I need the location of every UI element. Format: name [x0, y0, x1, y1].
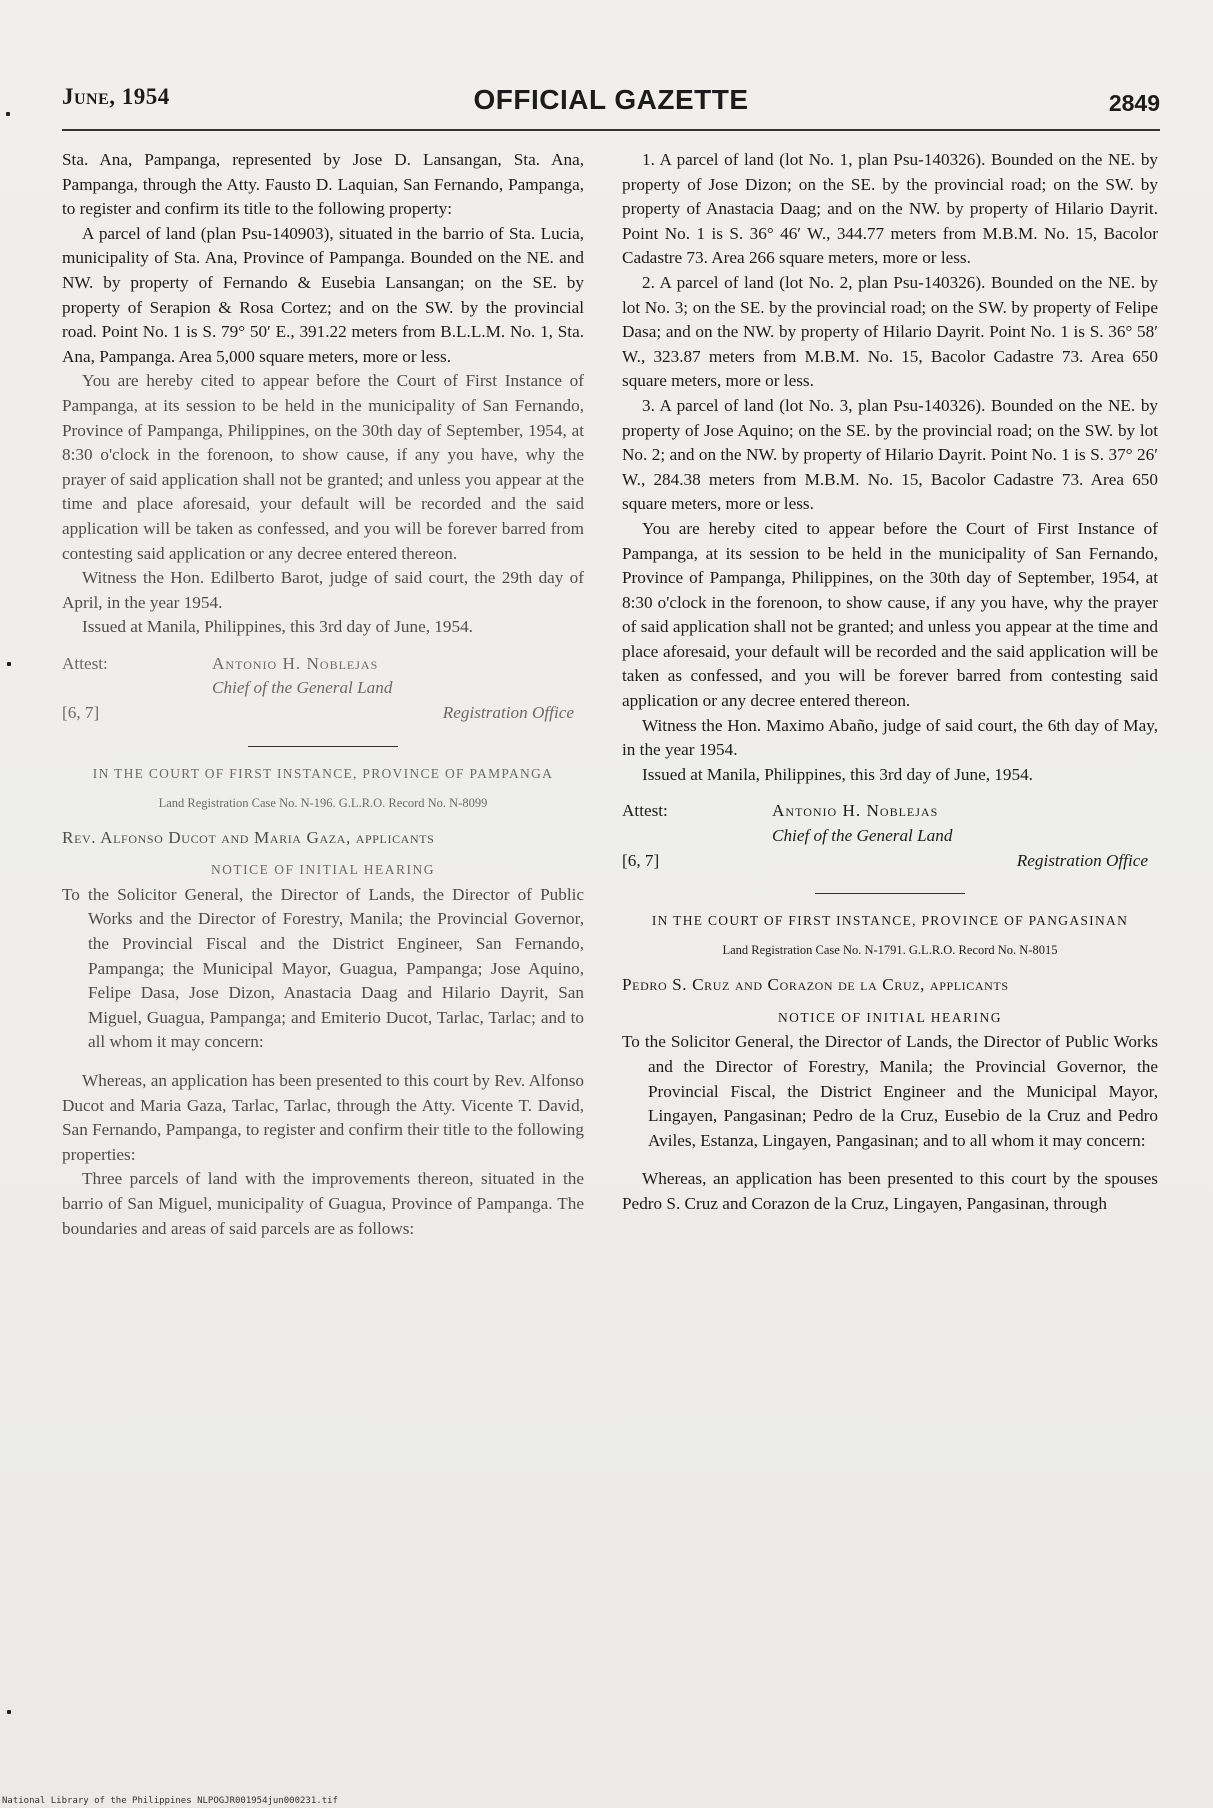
attest-name: Antonio H. Noblejas — [772, 801, 939, 821]
right-paragraph: Witness the Hon. Maximo Abaño, judge of said court, the 6th day of May, in the year 1954. — [622, 715, 1158, 760]
court-heading: IN THE COURT OF FIRST INSTANCE, PROVINCE OF PAMPANGA — [92, 765, 554, 781]
right-paragraph: Issued at Manila, Philippines, this 3rd day of June, 1954. — [642, 764, 1033, 784]
left-paragraph: You are hereby cited to appear before the Court of First Instance of Pampanga, at its session to be held in the municipality of San Fernando, Province of Pampanga, Philippines, on the 30th day of September, 1954, at 8:30 o'clock in the forenoon, to show cause, if any you have, why the prayer of said application shall not be granted; and unless you appear at the time and place aforesaid, your default will be recorded and the said application will be taken as confessed, and you will be forever barred from contesting said application or any decree entered thereon. — [62, 371, 584, 563]
scan-speck — [7, 1710, 11, 1714]
case-reference: Land Registration Case No. N-196. G.L.R.O. Record No. N-8099 — [158, 795, 488, 810]
attest-name: Antonio H. Noblejas — [212, 653, 379, 673]
left-paragraph: A parcel of land (plan Psu-140903), situated in the barrio of Sta. Lucia, municipality of Sta. Ana, Province of Pampanga. Bounded on the NE. and NW. by property of Fernando & Eusebia Lansangan; on the SE. by property of Serapion & Rosa Cortez; and on the SW. by the provincial road. Point No. 1 is S. 79° 50′ E., 391.22 meters from B.L.L.M. No. 1, Sta. Ana, Pampanga. Area 5,000 square meters, more or less. — [62, 223, 584, 366]
page-header — [62, 84, 1160, 124]
reference-number: [6, 7] — [62, 703, 100, 723]
issue-date: June, 1954 — [62, 84, 170, 109]
case-reference: Land Registration Case No. N-1791. G.L.R.O. Record No. N-8015 — [722, 943, 1058, 958]
attest-footer — [62, 701, 584, 726]
right-paragraph: 3. A parcel of land (lot No. 3, plan Psu-140326). Bounded on the NE. by property of Jose Aquino; on the SE. by the provincial road; on the SW. by lot No. 2; and on the NW. by property of Hilario Dayrit. Point No. 1 is S. 37° 26′ W., 284.38 meters from M.B.M. No. 15, Bacolor Cadastre 73. Area 650 square meters, more or less. — [622, 395, 1158, 514]
attest-title: Chief of the General Land — [212, 678, 393, 698]
right-column — [622, 148, 1158, 1217]
right-paragraph: 1. A parcel of land (lot No. 1, plan Psu-140326). Bounded on the NE. by property of Jose Dizon; on the SE. by the provincial road; on the SW. by property of Anastacia Daag; and on the NW. by property of Hilario Dayrit. Point No. 1 is S. 36° 46′ W., 344.77 meters from M.B.M. No. 15, Bacolor Cadastre 73. Area 266 square meters, more or less. — [622, 150, 1158, 268]
right-paragraph: You are hereby cited to appear before the Court of First Instance of Pampanga, at its session to be held in the municipality of San Fernando, Province of Pampanga, Philippines, on the 30th day of September, 1954, at 8:30 o'clock in the forenoon, to show cause, if any you have, why the prayer of said application shall not be granted; and unless you appear at the time and place aforesaid, your default will be recorded and the said application will be taken as confessed, and you will be forever barred from contesting said application or any decree entered thereon. — [622, 518, 1158, 711]
scan-speck — [6, 112, 10, 116]
notice-heading: NOTICE OF INITIAL HEARING — [777, 1009, 1003, 1025]
attest-office: Registration Office — [442, 703, 574, 723]
left-paragraph: Whereas, an application has been presented to this court by Rev. Alfonso Ducot and Maria Gaza, Tarlac, Tarlac, through the Atty. Vicente T. David, San Fernando, Pampanga, to register and confirm their title to the following properties: — [62, 1071, 584, 1164]
left-column — [62, 148, 584, 1241]
page-number: 2849 — [1108, 90, 1160, 116]
scan-speck — [7, 662, 11, 666]
attestation — [62, 652, 584, 677]
left-paragraph: Issued at Manila, Philippines, this 3rd day of June, 1954. — [82, 617, 473, 637]
applicants: Pedro S. Cruz and Corazon de la Cruz, applicants — [622, 975, 1009, 995]
applicants: Rev. Alfonso Ducot and Maria Gaza, applicants — [62, 827, 435, 847]
attest-office: Registration Office — [1016, 850, 1148, 870]
right-paragraph: 2. A parcel of land (lot No. 2, plan Psu-140326). Bounded on the NE. by lot No. 3; on the SE. by the provincial road; on the SW. by property of Felipe Dasa; and on the NW. by property of Hilario Dayrit. Point No. 1 is S. 36° 58′ W., 323.87 meters from M.B.M. No. 15, Bacolor Cadastre 73. Area 650 square meters, more or less. — [622, 272, 1158, 391]
section-divider — [248, 746, 398, 747]
right-paragraph: Whereas, an application has been presented to this court by the spouses Pedro S. Cruz and Corazon de la Cruz, Lingayen, Pangasinan, through — [622, 1169, 1158, 1213]
attest-footer — [622, 849, 1158, 874]
left-paragraph: Sta. Ana, Pampanga, represented by Jose D. Lansangan, Sta. Ana, Pampanga, through the Atty. Fausto D. Laquian, San Fernando, Pampanga, to register and confirm its title to the following property: — [62, 150, 584, 219]
addressee-list: To the Solicitor General, the Director of Lands, the Director of Public Works and the Director of Forestry, Manila; the Provincial Governor, the Provincial Fiscal, the District Engineer and the Municipal Mayor, Lingayen, Pangasinan; Pedro de la Cruz, Eusebio de la Cruz and Pedro Aviles, Estanza, Lingayen, Pangasinan; and to all whom it may concern: — [622, 1032, 1158, 1150]
left-paragraph: Three parcels of land with the improvements thereon, situated in the barrio of San Miguel, municipality of Guagua, Province of Pampanga. The boundaries and areas of said parcels are as follows: — [62, 1169, 584, 1238]
attest-label: Attest: — [62, 653, 108, 673]
addressee-list: To the Solicitor General, the Director of Lands, the Director of Public Works and the Director of Forestry, Manila; the Provincial Governor, the Provincial Fiscal and the District Engineer, San Fernando, Pampanga; the Municipal Mayor, Guagua, Pampanga; Jose Aquino, Felipe Dasa, Jose Dizon, Anastacia Daag and Hilario Dayrit, San Miguel, Guagua, Pampanga; and Emiterio Ducot, Tarlac, Tarlac; and to all whom it may concern: — [62, 884, 584, 1052]
court-heading: IN THE COURT OF FIRST INSTANCE, PROVINCE OF PANGASINAN — [651, 913, 1129, 929]
attest-title: Chief of the General Land — [772, 826, 953, 846]
left-paragraph: Witness the Hon. Edilberto Barot, judge of said court, the 29th day of April, in the year 1954. — [62, 568, 584, 612]
attestation — [622, 799, 1158, 824]
notice-heading: NOTICE OF INITIAL HEARING — [210, 862, 436, 878]
reference-number: [6, 7] — [622, 850, 660, 870]
publication-title: OFFICIAL GAZETTE — [473, 84, 749, 115]
attest-label: Attest: — [622, 801, 668, 821]
scan-footer-stamp: National Library of the Philippines NLPOGJR001954jun000231.tif — [2, 1796, 338, 1806]
header-rule — [62, 129, 1160, 131]
section-divider — [815, 893, 965, 894]
